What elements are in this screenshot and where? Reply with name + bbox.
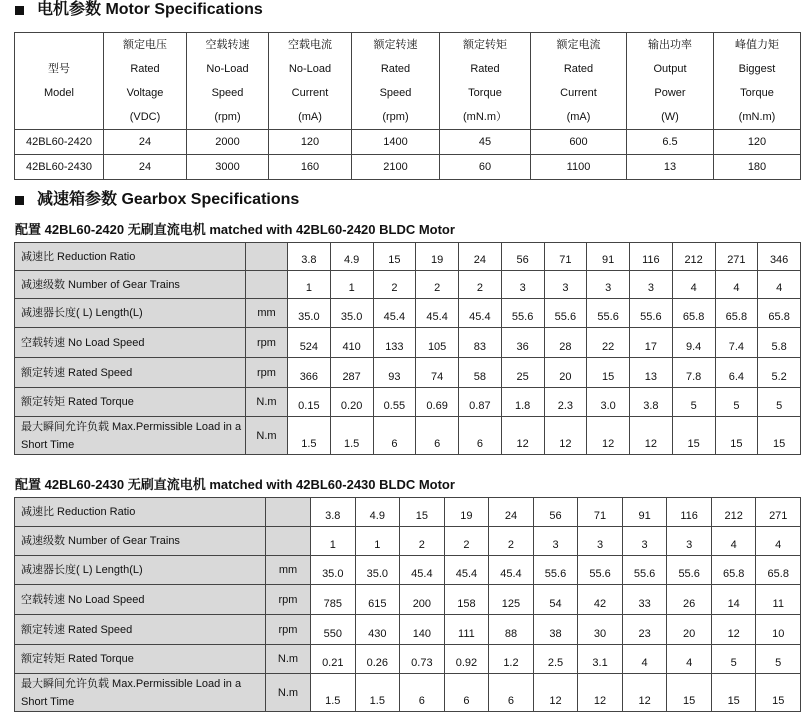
- motor-cell: 120: [269, 130, 352, 155]
- gear-row-label: 额定转速 Rated Speed: [15, 358, 246, 388]
- header-line: (rpm): [214, 111, 241, 123]
- gear-value-cell: 36: [501, 328, 544, 358]
- gear-row-unit: [266, 527, 311, 556]
- gear-row-unit: [266, 498, 311, 527]
- gear-value-cell: 785: [311, 585, 356, 615]
- motor-row: [15, 155, 801, 180]
- gear-value-cell: 35.0: [288, 299, 331, 328]
- gear-value-cell: 133: [373, 328, 416, 358]
- gear-row-unit: rpm: [266, 585, 311, 615]
- gear-value-cell: 5.2: [758, 358, 801, 388]
- gear-value-cell: 3: [630, 271, 673, 299]
- gear-row: [15, 585, 801, 615]
- gear-value-cell: 3.8: [311, 498, 356, 527]
- gear-value-cell: 1: [355, 527, 400, 556]
- gear-value-cell: 4.9: [330, 243, 373, 271]
- gear-value-cell: 22: [587, 328, 630, 358]
- gear-value-cell: 3.1: [578, 645, 623, 674]
- gear-value-cell: 524: [288, 328, 331, 358]
- gear-value-cell: 14: [711, 585, 756, 615]
- gear-value-cell: 54: [533, 585, 578, 615]
- gear-value-cell: 5: [715, 388, 758, 417]
- gear-value-cell: 2: [373, 271, 416, 299]
- gear-value-cell: 6: [400, 674, 445, 712]
- gear-value-cell: 2: [416, 271, 459, 299]
- header-line: (mN.m): [738, 111, 776, 123]
- gear-row: [15, 674, 801, 712]
- gear-value-cell: 4: [667, 645, 712, 674]
- gear-value-cell: 5: [756, 645, 801, 674]
- gear-value-cell: 24: [459, 243, 502, 271]
- gear-row: [15, 388, 801, 417]
- gear-value-cell: 65.8: [758, 299, 801, 328]
- motor-cell: 24: [104, 130, 187, 155]
- gear-row-unit: [246, 271, 288, 299]
- gear-value-cell: 17: [630, 328, 673, 358]
- gear-value-cell: 12: [533, 674, 578, 712]
- gear-value-cell: 7.8: [672, 358, 715, 388]
- gear-value-cell: 212: [711, 498, 756, 527]
- gear-value-cell: 88: [489, 615, 534, 645]
- gear-value-cell: 15: [758, 417, 801, 455]
- gear-value-cell: 33: [622, 585, 667, 615]
- header-line: Rated: [130, 63, 160, 75]
- gear-value-cell: 116: [667, 498, 712, 527]
- gear-value-cell: 1.5: [288, 417, 331, 455]
- gear-row-unit: rpm: [266, 615, 311, 645]
- gear-value-cell: 45.4: [489, 556, 534, 585]
- motor-header-row: [15, 33, 801, 130]
- gear-value-cell: 45.4: [444, 556, 489, 585]
- gear-value-cell: 1.2: [489, 645, 534, 674]
- square-bullet-icon: [15, 6, 24, 15]
- header-line: 额定电压: [123, 39, 167, 51]
- gear-row-label: 减速级数 Number of Gear Trains: [15, 527, 266, 556]
- gear-row-label: 减速比 Reduction Ratio: [15, 243, 246, 271]
- gearbox-table-42bl60-2430: [14, 497, 801, 712]
- gear-value-cell: 91: [587, 243, 630, 271]
- motor-specs-title: 电机参数 Motor Specifications: [37, 1, 263, 18]
- gear-row-label: 减速级数 Number of Gear Trains: [15, 271, 246, 299]
- gear-row-label: 额定转矩 Rated Torque: [15, 388, 246, 417]
- gearbox-table-2-title: 配置 42BL60-2430 无刷直流电机 matched with 42BL60-2430 BLDC Motor: [15, 477, 455, 492]
- gear-value-cell: 12: [711, 615, 756, 645]
- gear-value-cell: 83: [459, 328, 502, 358]
- gear-value-cell: 140: [400, 615, 445, 645]
- gear-value-cell: 287: [330, 358, 373, 388]
- gear-value-cell: 5: [672, 388, 715, 417]
- header-line: 额定转速: [373, 39, 418, 51]
- motor-header-cell: [627, 33, 714, 130]
- gear-value-cell: 212: [672, 243, 715, 271]
- motor-cell: 42BL60-2420: [15, 130, 104, 155]
- motor-row: [15, 130, 801, 155]
- gear-value-cell: 55.6: [544, 299, 587, 328]
- gear-value-cell: 550: [311, 615, 356, 645]
- gear-value-cell: 4: [622, 645, 667, 674]
- gear-value-cell: 9.4: [672, 328, 715, 358]
- gear-value-cell: 200: [400, 585, 445, 615]
- motor-header-cell: [15, 33, 104, 130]
- gear-value-cell: 20: [544, 358, 587, 388]
- header-line: 峰值力矩: [735, 39, 779, 51]
- gear-value-cell: 25: [501, 358, 544, 388]
- gear-row: [15, 527, 801, 556]
- motor-cell: 1100: [531, 155, 627, 180]
- motor-cell: 45: [440, 130, 531, 155]
- gear-value-cell: 0.92: [444, 645, 489, 674]
- gear-row-label: 额定转速 Rated Speed: [15, 615, 266, 645]
- gear-value-cell: 0.20: [330, 388, 373, 417]
- header-line: Rated: [470, 63, 500, 75]
- gear-value-cell: 65.8: [715, 299, 758, 328]
- gear-value-cell: 11: [756, 585, 801, 615]
- gear-value-cell: 20: [667, 615, 712, 645]
- gear-value-cell: 105: [416, 328, 459, 358]
- gear-value-cell: 12: [544, 417, 587, 455]
- gear-value-cell: 30: [578, 615, 623, 645]
- gear-value-cell: 35.0: [355, 556, 400, 585]
- header-line: Current: [291, 87, 329, 99]
- gear-value-cell: 55.6: [667, 556, 712, 585]
- gear-value-cell: 15: [756, 674, 801, 712]
- gear-value-cell: 4: [711, 527, 756, 556]
- gear-value-cell: 366: [288, 358, 331, 388]
- gear-row: [15, 556, 801, 585]
- motor-cell: 42BL60-2430: [15, 155, 104, 180]
- header-line: Torque: [468, 87, 502, 99]
- gear-row-label: 减速比 Reduction Ratio: [15, 498, 266, 527]
- gear-row: [15, 243, 801, 271]
- header-line: (rpm): [382, 111, 409, 123]
- gear-value-cell: 5: [711, 645, 756, 674]
- gear-value-cell: 74: [416, 358, 459, 388]
- gear-value-cell: 4: [715, 271, 758, 299]
- motor-cell: 600: [531, 130, 627, 155]
- gear-value-cell: 125: [489, 585, 534, 615]
- gear-value-cell: 271: [715, 243, 758, 271]
- header-line: 额定转矩: [463, 39, 507, 51]
- gear-row-label: 最大瞬间允许负载 Max.Permissible Load in a Short Time: [15, 417, 246, 455]
- gear-value-cell: 28: [544, 328, 587, 358]
- header-line: Biggest: [738, 63, 776, 75]
- gear-value-cell: 56: [501, 243, 544, 271]
- gear-value-cell: 55.6: [587, 299, 630, 328]
- header-line: Current: [560, 87, 597, 99]
- gear-value-cell: 15: [715, 417, 758, 455]
- gear-row-label: 减速器长度( L) Length(L): [15, 299, 246, 328]
- gear-value-cell: 24: [489, 498, 534, 527]
- square-bullet-icon: [15, 196, 24, 205]
- gear-value-cell: 4: [756, 527, 801, 556]
- header-line: No-Load: [288, 63, 332, 75]
- gear-value-cell: 4: [672, 271, 715, 299]
- gear-value-cell: 1.8: [501, 388, 544, 417]
- header-line: 额定电流: [556, 39, 601, 51]
- gear-value-cell: 19: [416, 243, 459, 271]
- gear-row-unit: N.m: [246, 417, 288, 455]
- gear-value-cell: 38: [533, 615, 578, 645]
- gear-value-cell: 3: [544, 271, 587, 299]
- motor-cell: 160: [269, 155, 352, 180]
- header-line: Output: [653, 63, 687, 75]
- motor-cell: 2100: [352, 155, 440, 180]
- gear-row-label: 额定转矩 Rated Torque: [15, 645, 266, 674]
- gear-value-cell: 2: [400, 527, 445, 556]
- header-line: Torque: [740, 87, 774, 99]
- header-line: Power: [654, 87, 686, 99]
- gear-value-cell: 0.21: [311, 645, 356, 674]
- gear-value-cell: 3: [667, 527, 712, 556]
- gear-row-unit: mm: [246, 299, 288, 328]
- gear-row-label: 最大瞬间允许负载 Max.Permissible Load in a Short Time: [15, 674, 266, 712]
- gear-value-cell: 0.87: [459, 388, 502, 417]
- gear-row: [15, 417, 801, 455]
- gear-value-cell: 1: [288, 271, 331, 299]
- gear-row-unit: [246, 243, 288, 271]
- gear-row-unit: N.m: [246, 388, 288, 417]
- gear-value-cell: 2: [489, 527, 534, 556]
- motor-specs-table: [14, 32, 801, 180]
- gear-row-label: 空载转速 No Load Speed: [15, 585, 266, 615]
- gear-value-cell: 5: [758, 388, 801, 417]
- gear-value-cell: 1.5: [330, 417, 373, 455]
- gear-value-cell: 55.6: [630, 299, 673, 328]
- gear-value-cell: 26: [667, 585, 712, 615]
- gear-value-cell: 93: [373, 358, 416, 388]
- motor-header-cell: [269, 33, 352, 130]
- gear-row-label: 空载转速 No Load Speed: [15, 328, 246, 358]
- gear-value-cell: 55.6: [578, 556, 623, 585]
- gear-value-cell: 2.3: [544, 388, 587, 417]
- gear-value-cell: 6.4: [715, 358, 758, 388]
- gear-value-cell: 15: [587, 358, 630, 388]
- gear-row: [15, 498, 801, 527]
- gear-row: [15, 299, 801, 328]
- gear-value-cell: 12: [622, 674, 667, 712]
- motor-cell: 60: [440, 155, 531, 180]
- gear-value-cell: 3: [578, 527, 623, 556]
- gear-value-cell: 3: [533, 527, 578, 556]
- gear-row-unit: N.m: [266, 674, 311, 712]
- header-line: 空载转速: [205, 39, 250, 51]
- gearbox-specs-heading: [15, 190, 299, 210]
- gear-value-cell: 346: [758, 243, 801, 271]
- header-line: Speed: [211, 87, 244, 99]
- gear-value-cell: 23: [622, 615, 667, 645]
- gear-value-cell: 0.55: [373, 388, 416, 417]
- gear-value-cell: 1.5: [355, 674, 400, 712]
- gear-value-cell: 45.4: [373, 299, 416, 328]
- gear-value-cell: 45.4: [459, 299, 502, 328]
- motor-cell: 6.5: [627, 130, 714, 155]
- header-line: (mA): [298, 111, 322, 123]
- gear-value-cell: 15: [400, 498, 445, 527]
- gear-value-cell: 12: [501, 417, 544, 455]
- header-line: No-Load: [206, 63, 249, 75]
- motor-cell: 1400: [352, 130, 440, 155]
- gear-row-label: 减速器长度( L) Length(L): [15, 556, 266, 585]
- gear-value-cell: 3: [587, 271, 630, 299]
- gearbox-specs-title: 减速箱参数 Gearbox Specifications: [37, 191, 300, 208]
- gear-value-cell: 3.8: [288, 243, 331, 271]
- gear-value-cell: 430: [355, 615, 400, 645]
- gear-value-cell: 1: [311, 527, 356, 556]
- gear-value-cell: 116: [630, 243, 673, 271]
- header-line: 空载电流: [288, 39, 332, 51]
- gear-value-cell: 10: [756, 615, 801, 645]
- gear-value-cell: 58: [459, 358, 502, 388]
- motor-cell: 180: [714, 155, 801, 180]
- gear-value-cell: 12: [630, 417, 673, 455]
- gear-value-cell: 158: [444, 585, 489, 615]
- gear-value-cell: 3.8: [630, 388, 673, 417]
- gear-value-cell: 91: [622, 498, 667, 527]
- gear-value-cell: 4.9: [355, 498, 400, 527]
- gear-value-cell: 6: [416, 417, 459, 455]
- gear-row: [15, 328, 801, 358]
- gear-value-cell: 45.4: [400, 556, 445, 585]
- header-line: Speed: [379, 87, 412, 99]
- gear-value-cell: 410: [330, 328, 373, 358]
- gear-value-cell: 2: [459, 271, 502, 299]
- gear-value-cell: 3: [501, 271, 544, 299]
- gear-row: [15, 358, 801, 388]
- gear-row: [15, 615, 801, 645]
- gear-row: [15, 645, 801, 674]
- header-line: (VDC): [129, 111, 161, 123]
- header-line: Model: [44, 87, 74, 99]
- gear-value-cell: 56: [533, 498, 578, 527]
- gear-value-cell: 19: [444, 498, 489, 527]
- gear-value-cell: 0.15: [288, 388, 331, 417]
- motor-header-cell: [104, 33, 187, 130]
- gear-value-cell: 3: [622, 527, 667, 556]
- gear-value-cell: 0.73: [400, 645, 445, 674]
- header-line: Voltage: [126, 87, 164, 99]
- gear-value-cell: 271: [756, 498, 801, 527]
- gear-value-cell: 3.0: [587, 388, 630, 417]
- gear-value-cell: 2.5: [533, 645, 578, 674]
- gear-value-cell: 35.0: [311, 556, 356, 585]
- motor-cell: 13: [627, 155, 714, 180]
- gear-value-cell: 1.5: [311, 674, 356, 712]
- gear-value-cell: 12: [587, 417, 630, 455]
- motor-specs-heading: [15, 0, 263, 20]
- gear-row-unit: N.m: [266, 645, 311, 674]
- gear-value-cell: 0.69: [416, 388, 459, 417]
- gear-value-cell: 7.4: [715, 328, 758, 358]
- motor-cell: 3000: [187, 155, 269, 180]
- motor-header-cell: [714, 33, 801, 130]
- gear-value-cell: 45.4: [416, 299, 459, 328]
- motor-cell: 2000: [187, 130, 269, 155]
- gear-value-cell: 15: [667, 674, 712, 712]
- gear-row-unit: rpm: [246, 328, 288, 358]
- header-line: 输出功率: [648, 39, 692, 51]
- gear-value-cell: 42: [578, 585, 623, 615]
- gear-value-cell: 1: [330, 271, 373, 299]
- motor-header-cell: [440, 33, 531, 130]
- gear-value-cell: 0.26: [355, 645, 400, 674]
- gear-value-cell: 615: [355, 585, 400, 615]
- gear-row-unit: mm: [266, 556, 311, 585]
- gear-row-unit: rpm: [246, 358, 288, 388]
- motor-header-cell: [352, 33, 440, 130]
- gear-value-cell: 12: [578, 674, 623, 712]
- header-line: (mA): [566, 111, 591, 123]
- gear-value-cell: 55.6: [533, 556, 578, 585]
- gear-value-cell: 65.8: [756, 556, 801, 585]
- gear-value-cell: 5.8: [758, 328, 801, 358]
- gearbox-table-1-title: 配置 42BL60-2420 无刷直流电机 matched with 42BL60-2420 BLDC Motor: [15, 222, 455, 237]
- gear-value-cell: 2: [444, 527, 489, 556]
- header-line: Rated: [380, 63, 411, 75]
- header-line: 型号: [48, 63, 70, 75]
- gear-value-cell: 6: [373, 417, 416, 455]
- gear-value-cell: 111: [444, 615, 489, 645]
- motor-cell: 24: [104, 155, 187, 180]
- gear-row: [15, 271, 801, 299]
- gear-value-cell: 71: [544, 243, 587, 271]
- gear-value-cell: 55.6: [622, 556, 667, 585]
- gearbox-table-42bl60-2420: [14, 242, 801, 455]
- gear-value-cell: 15: [711, 674, 756, 712]
- gear-value-cell: 13: [630, 358, 673, 388]
- header-line: (W): [661, 111, 679, 123]
- header-line: (mN.m）: [463, 111, 507, 123]
- gear-value-cell: 65.8: [711, 556, 756, 585]
- gear-value-cell: 6: [459, 417, 502, 455]
- gear-value-cell: 15: [672, 417, 715, 455]
- gear-value-cell: 55.6: [501, 299, 544, 328]
- gear-value-cell: 4: [758, 271, 801, 299]
- gear-value-cell: 15: [373, 243, 416, 271]
- motor-header-cell: [531, 33, 627, 130]
- gear-value-cell: 6: [444, 674, 489, 712]
- motor-header-cell: [187, 33, 269, 130]
- gear-value-cell: 35.0: [330, 299, 373, 328]
- motor-cell: 120: [714, 130, 801, 155]
- gear-value-cell: 65.8: [672, 299, 715, 328]
- header-line: Rated: [563, 63, 594, 75]
- gear-value-cell: 71: [578, 498, 623, 527]
- gear-value-cell: 6: [489, 674, 534, 712]
